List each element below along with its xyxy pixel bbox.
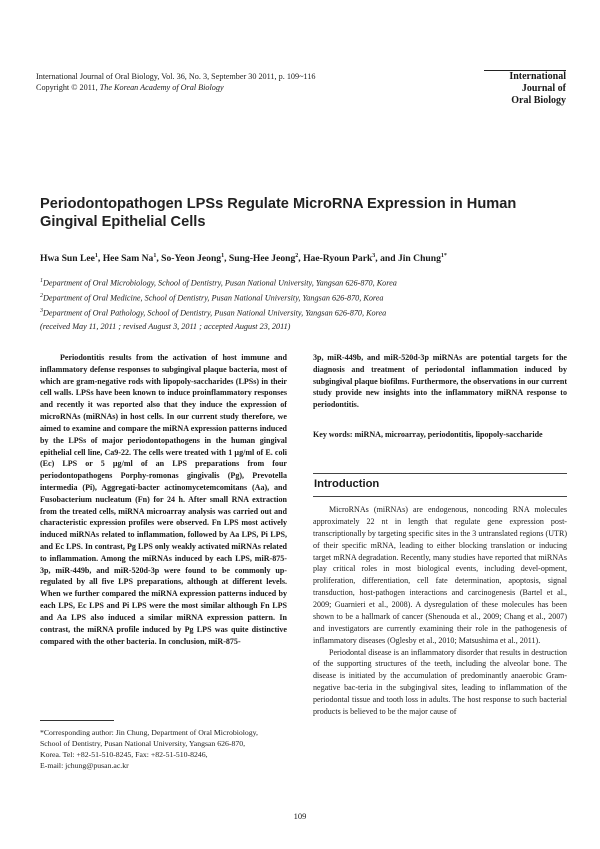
affiliation-list bbox=[40, 275, 397, 320]
paper-title: Periodontopathogen LPSs Regulate MicroRNA Expression in Human Gingival Epithelial Cells bbox=[40, 196, 517, 230]
keywords-label: Key words: bbox=[313, 430, 353, 439]
author-name: Jin Chung bbox=[397, 253, 441, 265]
section-heading-text: Introduction bbox=[314, 478, 380, 490]
footnote-line: Korea. Tel: +82-51-510-8245, Fax: +82-51-510-8246, bbox=[40, 750, 208, 760]
author-affiliation-mark: 1 bbox=[221, 253, 225, 259]
introduction-paragraph: Periodontal disease is an inflammatory disorder that results in destruction of the supporting structures of the teeth, including the alveolar bone. The disease is initiated by the accumulation of predominantly anaerobic Gram-negative bac-teria in the subgingival sites, leading to inflammation of the periodontal tissue and tooth loss in adults. The host response to such bacterial products is believed to be the major cause of bbox=[313, 647, 567, 716]
affiliation-number: 1 bbox=[40, 278, 43, 284]
footnote-rule bbox=[40, 720, 114, 721]
affiliation-item bbox=[40, 290, 397, 305]
footnote-line: *Corresponding author: Jin Chung, Department of Oral Microbiology, bbox=[40, 728, 258, 737]
abstract-continuation: 3p, miR-449b, and miR-520d-3p miRNAs are potential targets for the diagnosis and treatment of periodontal inflammation induced by subgingival plaque biofilms. Furthermore, the observations in our current study provide new insights into the inflammatory miRNA response to periodontitis. bbox=[313, 353, 567, 410]
author-affiliation-mark: 1* bbox=[440, 253, 447, 259]
copyright-prefix: Copyright © 2011, bbox=[36, 83, 100, 93]
section-heading-introduction bbox=[313, 473, 567, 497]
corresponding-author-footnote bbox=[40, 727, 290, 771]
footnote-line: E-mail: jchung@pusan.ac.kr bbox=[40, 761, 129, 771]
page-number: 109 bbox=[293, 811, 307, 821]
author-affiliation-mark: 2 bbox=[295, 253, 299, 259]
abstract-left bbox=[40, 352, 287, 647]
affiliation-text: Department of Oral Medicine, School of Dentistry, Pusan National University, Yangsan 626-870, Korea bbox=[43, 293, 384, 303]
author-name: Sung-Hee Jeong bbox=[228, 253, 296, 265]
journal-box-line: Oral Biology bbox=[511, 95, 566, 106]
author-affiliation-mark: 1 bbox=[153, 253, 157, 259]
affiliation-number: 2 bbox=[40, 292, 43, 299]
affiliation-item bbox=[40, 305, 397, 320]
author-affiliation-mark: 1 bbox=[94, 253, 98, 259]
introduction-paragraph: MicroRNAs (miRNAs) are endogenous, noncoding RNA molecules approximately 22 nt in length that regulate gene expression post-transcriptionally by targeting specific sites in the 3 untranslated regions (UTR) of their specific mRNA, leading to either blocking translation or inducing target mRNA degradation. Recently, many studies have reported that miRNAs play critical roles in most biological events, including devel-opment, proliferation, differentiation, cell fate determination, apoptosis, signal transduction, host-pathogen interactions and carcinogenesis (Bartel et al., 2009; Guarnieri et al., 2008). A dysregulation of these molecules has been shown to be a hallmark of cancer (Shenouda et al., 2009; Chang et al., 2007) and investigators are currently examining their role in the pathogenesis of inflammatory diseases (Oglesby et al., 2010; Matsushima et al., 2011). bbox=[313, 505, 567, 645]
received-dates: (received May 11, 2011 ; revised August 3, 2011 ; accepted August 23, 2011) bbox=[40, 322, 291, 331]
journal-citation bbox=[36, 71, 316, 94]
copyright-holder: The Korean Academy of Oral Biology bbox=[99, 83, 224, 93]
journal-box-line: International bbox=[509, 71, 566, 82]
affiliation-number: 3 bbox=[40, 307, 43, 314]
affiliation-item bbox=[40, 275, 397, 290]
author-name: Hae-Ryoun Park bbox=[303, 253, 373, 265]
journal-box-line: Journal of bbox=[521, 83, 566, 94]
author-affiliation-mark: 3 bbox=[372, 253, 376, 259]
footnote-line: School of Dentistry, Pusan National University, Yangsan 626-870, bbox=[40, 739, 246, 749]
copyright-line bbox=[36, 82, 316, 93]
affiliation-text: Department of Oral Pathology, School of Dentistry, Pusan National University, Yangsan 626-870, Korea bbox=[43, 308, 387, 318]
journal-logo-box bbox=[484, 70, 566, 107]
author-name: So-Yeon Jeong bbox=[161, 253, 222, 265]
author-name: Hwa Sun Lee bbox=[40, 253, 95, 265]
abstract-paragraph: Periodontitis results from the activation of host immune and inflammatory defense responses to subgingival plaque bacteria, most of which are gram-negative rods with lipopoly-saccharides (LPSs) in their cell walls. LPSs have been known to induce proinflammatory responses and recently it was reported also that they induce the expression of microRNAs (miRNAs) in host cells. In our current study therefore, we aimed to examine and compare the miRNA expression patterns induced by the LPSs of major periodontopathogens in the human gingival epithelial cell line, Ca9-22. The cells were treated with 1 µg/ml of E. coli (Ec) LPS or 5 µg/ml of an LPS preparations from four periodontopathogens Porphy-romonas gingivalis (Pg), Prevotella intermedia (Pi), Aggregati-bacter actinomycetemcomitans (Aa), and Fusobacterium nucleatum (Fn) for 24 h. After small RNA extraction from the treated cells, miRNA microarray analysis was carried out and characteristic expression profiles were observed. Fn LPS most actively induced miRNAs related to inflammation, followed by Aa LPS, Pi LPS, and Ec LPS. In contrast, Pg LPS only weakly activated miRNAs related to inflammation. Among the miRNAs induced by each LPS, miR-875-3p, miR-449b, and miR-520d-3p were found to be commonly up-regulated by all five LPS preparations, although at different levels. When we further compared the miRNA expression patterns induced by each LPS, Ec LPS and Pi LPS were the most similar although Fn LPS and Aa LPS also induced a similar miRNA expression pattern. In contrast, the miRNA profile induced by Pg LPS was quite distinctive compared with the other bacteria. In conclusion, miR-875- bbox=[40, 353, 287, 646]
citation-line: International Journal of Oral Biology, Vol. 36, No. 3, September 30 2011, p. 109~116 bbox=[36, 72, 316, 81]
keywords-list: miRNA, microarray, periodontitis, lipopoly-saccharide bbox=[354, 430, 543, 439]
author-list: Hwa Sun Lee$^1$, Hee Sam Na$^1$, So-Yeon Jeong$^1$, Sung-Hee Jeong$^2$, Hae-Ryoun Park$^3$, and Jin Chung$^{1*}$ bbox=[40, 253, 447, 265]
author-name: Hee Sam Na bbox=[102, 253, 154, 265]
introduction-body bbox=[313, 504, 567, 718]
affiliation-text: Department of Oral Microbiology, School of Dentistry, Pusan National University, Yangsan 626-870, Korea bbox=[43, 278, 397, 288]
keywords bbox=[313, 429, 567, 441]
author-and: and bbox=[380, 253, 396, 265]
abstract-right bbox=[313, 352, 567, 411]
